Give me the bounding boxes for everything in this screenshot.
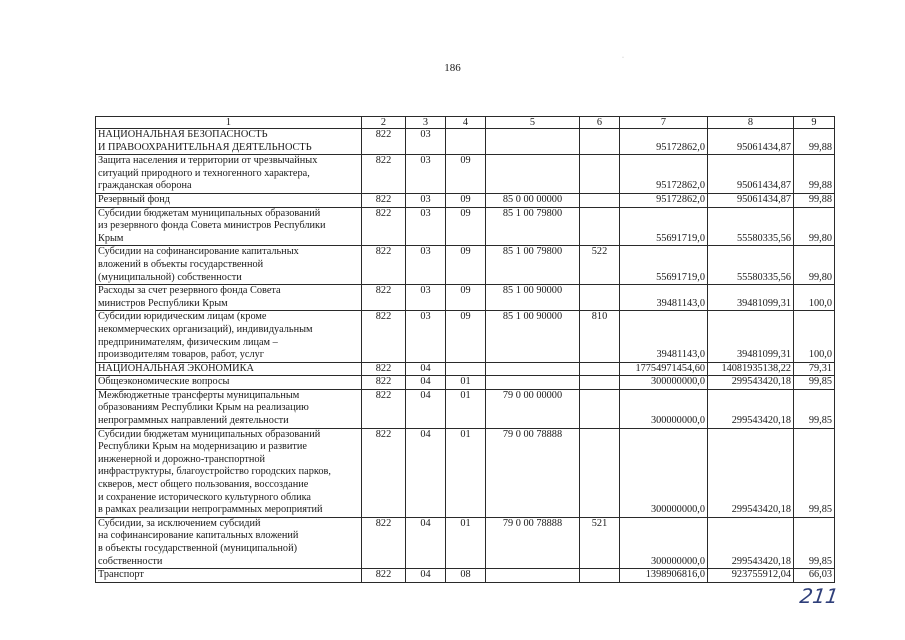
chapter-code-cell: 03 bbox=[406, 246, 446, 285]
chapter-code-cell: 03 bbox=[406, 207, 446, 246]
subsection-code-cell bbox=[446, 362, 486, 376]
percent-cell: 100,0 bbox=[794, 285, 835, 311]
budget-table bbox=[95, 116, 835, 583]
table-row bbox=[96, 193, 835, 207]
column-header: 1 bbox=[96, 117, 362, 129]
target-article-cell bbox=[486, 129, 580, 155]
chapter-code-cell: 03 bbox=[406, 285, 446, 311]
column-header: 5 bbox=[486, 117, 580, 129]
row-name-cell: Расходы за счет резервного фонда Совета министров Республики Крым bbox=[96, 285, 362, 311]
table-body bbox=[96, 117, 835, 583]
target-article-cell: 79 0 00 00000 bbox=[486, 389, 580, 428]
subsection-code-cell: 01 bbox=[446, 428, 486, 517]
percent-cell: 99,85 bbox=[794, 389, 835, 428]
column-header: 7 bbox=[620, 117, 708, 129]
table-row bbox=[96, 129, 835, 155]
planned-amount-cell: 55691719,0 bbox=[620, 207, 708, 246]
section-code-cell: 822 bbox=[362, 207, 406, 246]
expense-type-cell bbox=[580, 569, 620, 583]
executed-amount-cell: 299543420,18 bbox=[708, 389, 794, 428]
planned-amount-cell: 39481143,0 bbox=[620, 311, 708, 362]
planned-amount-cell: 300000000,0 bbox=[620, 428, 708, 517]
table-row bbox=[96, 517, 835, 568]
row-name-cell: Резервный фонд bbox=[96, 193, 362, 207]
planned-amount-cell: 1398906816,0 bbox=[620, 569, 708, 583]
subsection-code-cell: 01 bbox=[446, 517, 486, 568]
section-code-cell: 822 bbox=[362, 517, 406, 568]
chapter-code-cell: 04 bbox=[406, 362, 446, 376]
expense-type-cell: 522 bbox=[580, 246, 620, 285]
expense-type-cell bbox=[580, 428, 620, 517]
percent-cell: 100,0 bbox=[794, 311, 835, 362]
expense-type-cell bbox=[580, 129, 620, 155]
chapter-code-cell: 04 bbox=[406, 428, 446, 517]
row-name-cell: Транспорт bbox=[96, 569, 362, 583]
row-name-cell: Субсидии на софинансирование капитальных вложений в объекты государственной (муниципальной) собственности bbox=[96, 246, 362, 285]
section-code-cell: 822 bbox=[362, 246, 406, 285]
section-code-cell: 822 bbox=[362, 376, 406, 390]
column-header: 4 bbox=[446, 117, 486, 129]
planned-amount-cell: 95172862,0 bbox=[620, 129, 708, 155]
table-row bbox=[96, 362, 835, 376]
row-name-cell: Межбюджетные трансферты муниципальным образованиям Республики Крым на реализацию непрограммных направлений деятельности bbox=[96, 389, 362, 428]
row-name-cell: Субсидии бюджетам муниципальных образований из резервного фонда Совета министров Республики Крым bbox=[96, 207, 362, 246]
planned-amount-cell: 55691719,0 bbox=[620, 246, 708, 285]
planned-amount-cell: 300000000,0 bbox=[620, 376, 708, 390]
executed-amount-cell: 95061434,87 bbox=[708, 155, 794, 194]
table-row bbox=[96, 569, 835, 583]
section-code-cell: 822 bbox=[362, 155, 406, 194]
executed-amount-cell: 299543420,18 bbox=[708, 428, 794, 517]
executed-amount-cell: 95061434,87 bbox=[708, 193, 794, 207]
column-header: 9 bbox=[794, 117, 835, 129]
table-row bbox=[96, 311, 835, 362]
target-article-cell: 79 0 00 78888 bbox=[486, 428, 580, 517]
percent-cell: 99,85 bbox=[794, 376, 835, 390]
chapter-code-cell: 04 bbox=[406, 569, 446, 583]
planned-amount-cell: 300000000,0 bbox=[620, 389, 708, 428]
section-code-cell: 822 bbox=[362, 285, 406, 311]
executed-amount-cell: 299543420,18 bbox=[708, 517, 794, 568]
target-article-cell: 85 1 00 79800 bbox=[486, 246, 580, 285]
expense-type-cell: 810 bbox=[580, 311, 620, 362]
scan-mark: · bbox=[622, 55, 624, 61]
executed-amount-cell: 923755912,04 bbox=[708, 569, 794, 583]
row-name-cell: Субсидии, за исключением субсидий на софинансирование капитальных вложений в объекты государственной (муниципальной) собственности bbox=[96, 517, 362, 568]
planned-amount-cell: 17754971454,60 bbox=[620, 362, 708, 376]
executed-amount-cell: 95061434,87 bbox=[708, 129, 794, 155]
executed-amount-cell: 39481099,31 bbox=[708, 311, 794, 362]
chapter-code-cell: 04 bbox=[406, 389, 446, 428]
executed-amount-cell: 55580335,56 bbox=[708, 207, 794, 246]
percent-cell: 66,03 bbox=[794, 569, 835, 583]
target-article-cell bbox=[486, 362, 580, 376]
target-article-cell bbox=[486, 569, 580, 583]
percent-cell: 99,88 bbox=[794, 155, 835, 194]
column-header: 3 bbox=[406, 117, 446, 129]
page-number: 186 bbox=[444, 62, 461, 74]
target-article-cell: 85 1 00 79800 bbox=[486, 207, 580, 246]
expense-type-cell bbox=[580, 376, 620, 390]
table-row bbox=[96, 246, 835, 285]
percent-cell: 99,88 bbox=[794, 193, 835, 207]
planned-amount-cell: 300000000,0 bbox=[620, 517, 708, 568]
section-code-cell: 822 bbox=[362, 311, 406, 362]
section-code-cell: 822 bbox=[362, 569, 406, 583]
expense-type-cell bbox=[580, 285, 620, 311]
column-header: 2 bbox=[362, 117, 406, 129]
percent-cell: 99,85 bbox=[794, 428, 835, 517]
subsection-code-cell: 09 bbox=[446, 207, 486, 246]
subsection-code-cell: 09 bbox=[446, 285, 486, 311]
target-article-cell: 85 0 00 00000 bbox=[486, 193, 580, 207]
planned-amount-cell: 95172862,0 bbox=[620, 193, 708, 207]
section-code-cell: 822 bbox=[362, 362, 406, 376]
chapter-code-cell: 03 bbox=[406, 155, 446, 194]
chapter-code-cell: 04 bbox=[406, 376, 446, 390]
expense-type-cell bbox=[580, 155, 620, 194]
table-row bbox=[96, 376, 835, 390]
table-row bbox=[96, 389, 835, 428]
table-row bbox=[96, 155, 835, 194]
section-code-cell: 822 bbox=[362, 428, 406, 517]
expense-type-cell bbox=[580, 207, 620, 246]
executed-amount-cell: 55580335,56 bbox=[708, 246, 794, 285]
table-row bbox=[96, 285, 835, 311]
section-code-cell: 822 bbox=[362, 193, 406, 207]
percent-cell: 79,31 bbox=[794, 362, 835, 376]
target-article-cell: 79 0 00 78888 bbox=[486, 517, 580, 568]
target-article-cell bbox=[486, 155, 580, 194]
row-name-cell: Общеэкономические вопросы bbox=[96, 376, 362, 390]
chapter-code-cell: 04 bbox=[406, 517, 446, 568]
section-code-cell: 822 bbox=[362, 129, 406, 155]
column-number-row bbox=[96, 117, 835, 129]
column-header: 8 bbox=[708, 117, 794, 129]
subsection-code-cell: 08 bbox=[446, 569, 486, 583]
subsection-code-cell: 09 bbox=[446, 311, 486, 362]
column-header: 6 bbox=[580, 117, 620, 129]
percent-cell: 99,80 bbox=[794, 246, 835, 285]
target-article-cell bbox=[486, 376, 580, 390]
handwritten-signature: 211 bbox=[798, 584, 840, 608]
subsection-code-cell: 09 bbox=[446, 155, 486, 194]
expense-type-cell bbox=[580, 362, 620, 376]
planned-amount-cell: 95172862,0 bbox=[620, 155, 708, 194]
executed-amount-cell: 14081935138,22 bbox=[708, 362, 794, 376]
row-name-cell: Субсидии бюджетам муниципальных образований Республики Крым на модернизацию и развитие инженерной и дорожно-транспортной инфраструктуры, благоустройство городских парков, скверов, мест общего пользования, воссоздание и сохранение исторического культурного облика в рамках реализации непрограммных мероприятий bbox=[96, 428, 362, 517]
target-article-cell: 85 1 00 90000 bbox=[486, 285, 580, 311]
executed-amount-cell: 299543420,18 bbox=[708, 376, 794, 390]
chapter-code-cell: 03 bbox=[406, 193, 446, 207]
row-name-cell: НАЦИОНАЛЬНАЯ ЭКОНОМИКА bbox=[96, 362, 362, 376]
subsection-code-cell bbox=[446, 129, 486, 155]
subsection-code-cell: 01 bbox=[446, 376, 486, 390]
subsection-code-cell: 01 bbox=[446, 389, 486, 428]
row-name-cell: Субсидии юридическим лицам (кроме некоммерческих организаций), индивидуальным предпринимателям, физическим лицам – производителям товаров, работ, услуг bbox=[96, 311, 362, 362]
subsection-code-cell: 09 bbox=[446, 193, 486, 207]
expense-type-cell bbox=[580, 193, 620, 207]
chapter-code-cell: 03 bbox=[406, 129, 446, 155]
target-article-cell: 85 1 00 90000 bbox=[486, 311, 580, 362]
table-row bbox=[96, 207, 835, 246]
percent-cell: 99,85 bbox=[794, 517, 835, 568]
row-name-cell: Защита населения и территории от чрезвычайных ситуаций природного и техногенного характера, гражданская оборона bbox=[96, 155, 362, 194]
percent-cell: 99,88 bbox=[794, 129, 835, 155]
planned-amount-cell: 39481143,0 bbox=[620, 285, 708, 311]
row-name-cell: НАЦИОНАЛЬНАЯ БЕЗОПАСНОСТЬ И ПРАВООХРАНИТЕЛЬНАЯ ДЕЯТЕЛЬНОСТЬ bbox=[96, 129, 362, 155]
subsection-code-cell: 09 bbox=[446, 246, 486, 285]
percent-cell: 99,80 bbox=[794, 207, 835, 246]
expense-type-cell: 521 bbox=[580, 517, 620, 568]
section-code-cell: 822 bbox=[362, 389, 406, 428]
expense-type-cell bbox=[580, 389, 620, 428]
chapter-code-cell: 03 bbox=[406, 311, 446, 362]
table-row bbox=[96, 428, 835, 517]
executed-amount-cell: 39481099,31 bbox=[708, 285, 794, 311]
